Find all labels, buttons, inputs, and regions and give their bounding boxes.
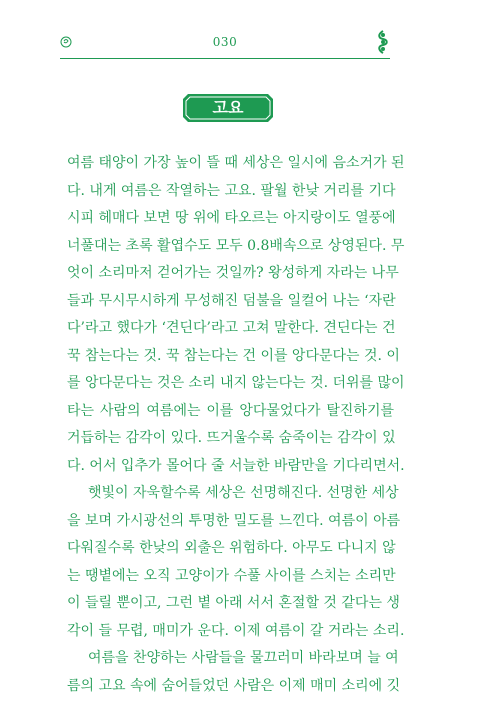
flourish-ornament-icon <box>376 30 390 54</box>
paragraph <box>67 480 405 645</box>
text-line: 엇이 소리마저 걷어가는 것일까? 왕성하게 자라는 나무 <box>67 265 399 281</box>
body-text <box>67 150 405 700</box>
text-line: 너풀대는 초록 활엽수도 모두 0.8배속으로 상영된다. 무 <box>67 237 405 254</box>
chapter-title-badge <box>182 93 274 123</box>
text-line: 는 땡볕에는 오직 고양이가 수풀 사이를 스치는 소리만 <box>67 567 396 584</box>
text-line: 거듭하는 감각이 있다. 뜨거울수록 숨죽이는 감각이 있 <box>67 430 396 446</box>
text-line: 각이 들 무렵, 매미가 운다. 이제 여름이 갈 거라는 소리. <box>67 622 405 639</box>
text-line: 다’라고 했다가 ‘견딘다’라고 고쳐 말한다. 견딘다는 건 <box>67 320 396 336</box>
page-header <box>60 30 390 56</box>
chapter-title: 고요 <box>212 98 244 117</box>
paragraph <box>67 645 401 700</box>
header-divider <box>60 58 390 59</box>
text-line: 들과 무시무시하게 무성해진 덤불을 일컬어 나는 ‘자란 <box>67 292 396 309</box>
text-line: 다워질수록 한낮의 외출은 위험하다. 아무도 다니지 않 <box>67 540 396 556</box>
text-line: 름의 고요 속에 숨어들었던 사람은 이제 매미 소리에 깃 <box>67 677 401 694</box>
text-line: 을 보며 가시광선의 투명한 밀도를 느낀다. 여름이 아름 <box>67 512 401 529</box>
text-line: 다. 어서 입추가 몰어다 줄 서늘한 바람만을 기다리면서. <box>67 457 405 474</box>
text-line: 여름을 찬양하는 사람들을 물끄러미 바라보며 늘 여 <box>88 650 399 666</box>
text-line: 햇빛이 자욱할수록 세상은 선명해진다. 선명한 세상 <box>88 485 399 501</box>
page-number: 030 <box>212 35 238 49</box>
text-line: 타는 사람의 여름에는 이를 앙다물었다가 탈진하기를 <box>67 402 394 419</box>
text-line: 여름 태양이 가장 높이 뜰 때 세상은 일시에 음소거가 된 <box>67 155 405 171</box>
paragraph <box>67 150 405 480</box>
text-line: 다. 내게 여름은 작열하는 고요. 팔월 한낮 거리를 기다 <box>67 182 396 199</box>
text-line: 를 앙다문다는 것은 소리 내지 않는다는 것. 더위를 많이 <box>67 375 405 391</box>
text-line: 이 들릴 뿐이고, 그런 볕 아래 서서 혼절할 것 같다는 생 <box>67 595 400 611</box>
text-line: 시피 헤매다 보면 땅 위에 타오르는 아지랑이도 열풍에 <box>67 210 396 226</box>
text-line: 꾹 참는다는 것. 꾹 참는다는 건 이를 앙다문다는 것. 이 <box>67 347 400 364</box>
